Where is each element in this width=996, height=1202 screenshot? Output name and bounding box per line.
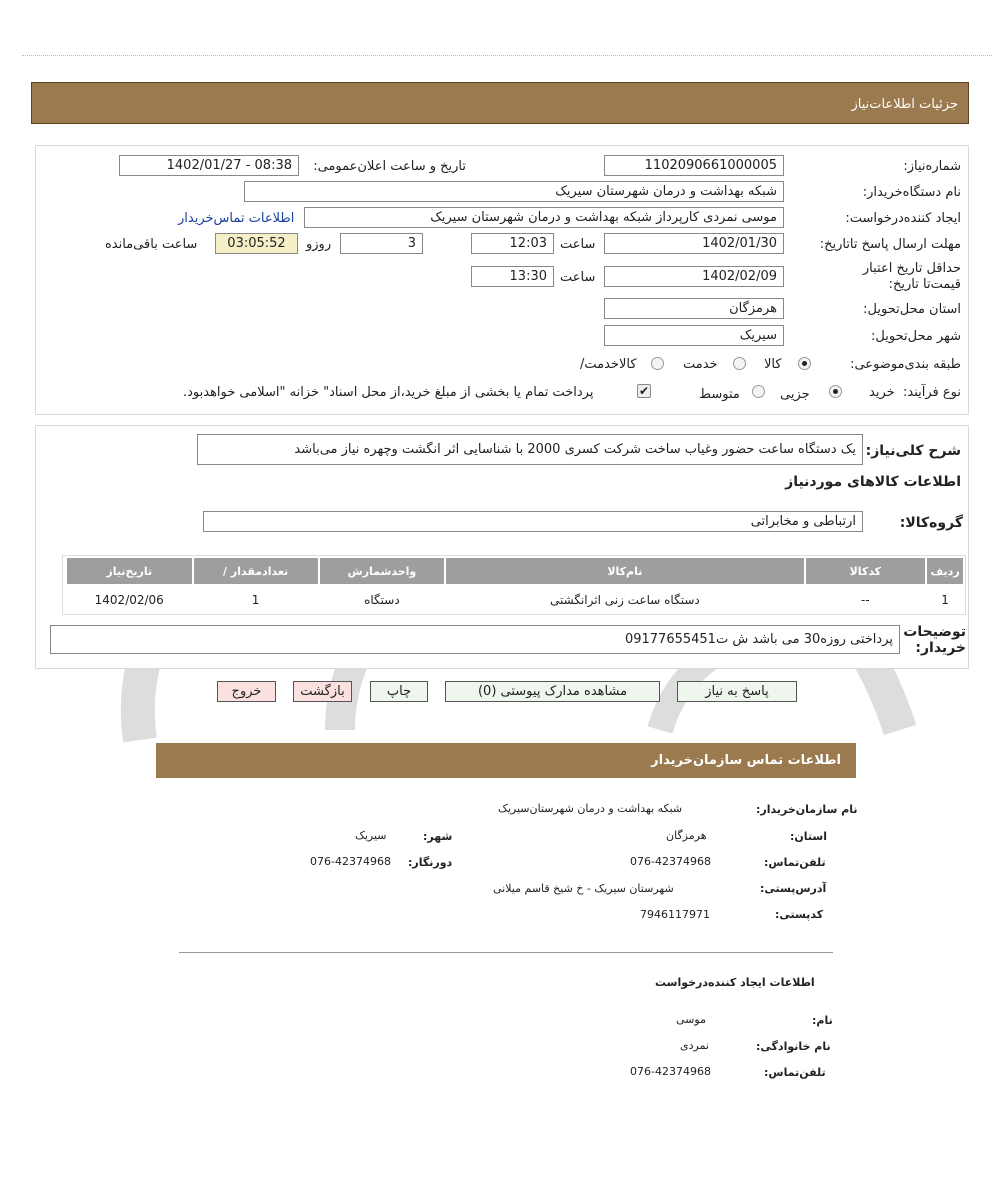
buyer-notes-field: پرداختی روزه30 می باشد ش ت09177655451 xyxy=(50,625,900,654)
cell-code: -- xyxy=(805,585,927,614)
items-table-wrap xyxy=(62,555,966,615)
cell-quantity: 1 xyxy=(193,585,319,614)
contact-section-header xyxy=(156,743,856,778)
exit-button[interactable]: خروج xyxy=(217,681,276,702)
creator-family-value: نمردی xyxy=(680,1039,709,1052)
category-option-service: خدمت xyxy=(683,357,718,372)
col-unit: واحد‌شمارش xyxy=(319,557,445,585)
process-radio-medium[interactable] xyxy=(752,385,765,398)
city-label: شهر محل‌تحویل: xyxy=(871,329,961,344)
description-label: شرح کلی‌نیاز: xyxy=(865,443,961,459)
category-radio-goods[interactable] xyxy=(798,357,811,370)
remaining-label: ساعت باقی‌مانده xyxy=(105,237,198,252)
org-label: نام سازمان‌خریدار: xyxy=(756,803,858,816)
category-option-goods-service: کالا‌خدمت/ xyxy=(580,357,637,372)
contact-phone-label: تلفن‌تماس: xyxy=(764,856,826,869)
description-field: یک دستگاه ساعت حضور وغیاب ساخت شرکت کسری 2000 با شناسایی اثر انگشت وچهره نیاز می‌باشد xyxy=(197,434,863,465)
deadline-date-field: 1402/01/30 xyxy=(604,233,784,254)
category-option-goods: کالا xyxy=(764,357,782,372)
announce-date-field: 1402/01/27 - 08:38 xyxy=(119,155,299,176)
goods-group-label: گروه‌کالا: xyxy=(899,515,963,531)
deadline-time-field: 12:03 xyxy=(471,233,554,254)
process-label: نوع فرآیند: xyxy=(903,385,961,400)
treasury-note: پرداخت تمام یا بخشی از مبلغ خرید،از محل اسناد" خزانه "اسلامی خواهد‌‌بود. xyxy=(183,385,594,400)
cell-name: دستگاه ساعت زنی اثرانگشتی xyxy=(445,585,804,614)
contact-section-title: اطلاعات تماس سازمان‌خریدار xyxy=(651,753,841,768)
org-value: شبکه بهداشت و درمان شهرستان‌سیریک xyxy=(498,802,683,815)
contact-fax-value: 076-42374968 xyxy=(310,855,391,868)
top-divider xyxy=(22,55,992,56)
contact-postal-value: 7946117971 xyxy=(640,908,710,921)
creator-family-label: نام خانوادگی: xyxy=(756,1040,831,1053)
buyer-field: شبکه بهداشت و درمان شهرستان سیریک xyxy=(244,181,784,202)
province-field: هرمزگان xyxy=(604,298,784,319)
remaining-time-field: 03:05:52 xyxy=(215,233,298,254)
validity-date-field: 1402/02/09 xyxy=(604,266,784,287)
contact-province-label: استان: xyxy=(790,830,827,843)
announce-date-label: تاریخ و ساعت اعلان‌عمومی: xyxy=(313,159,466,174)
buyer-notes-label: توضیحات خریدار: xyxy=(903,624,966,656)
print-button[interactable]: چاپ xyxy=(370,681,428,702)
attachments-button[interactable]: مشاهده مدارک پیوستی (0) xyxy=(445,681,660,702)
contact-postal-label: کد‌پستی: xyxy=(775,908,824,921)
deadline-label: مهلت ارسال پاسخ تا‌تاریخ: xyxy=(819,237,961,252)
creator-name-label: نام: xyxy=(812,1014,833,1027)
process-option-medium: متوسط xyxy=(699,387,740,402)
goods-group-field: ارتباطی و مخابراتی xyxy=(203,511,863,532)
category-label: طبقه بندی‌موضوعی: xyxy=(850,357,961,372)
table-row xyxy=(66,585,964,614)
deadline-hour-label: ساعت xyxy=(560,237,596,252)
creator-section-title: اطلاعات ایجاد کننده‌درخواست xyxy=(655,976,815,989)
creator-phone-value: 076-42374968 xyxy=(630,1065,711,1078)
creator-phone-label: تلفن‌تماس: xyxy=(764,1066,826,1079)
col-quantity: تعداد‌مقدار / xyxy=(193,557,319,585)
page-header-title: جزئیات اطلاعات‌نیاز xyxy=(851,97,958,112)
col-name: نام‌کالا xyxy=(445,557,804,585)
back-button[interactable]: بازگشت xyxy=(293,681,352,702)
days-field: 3 xyxy=(340,233,423,254)
validity-time-field: 13:30 xyxy=(471,266,554,287)
validity-label: حداقل تاریخ اعتبار قیمت‌تا تاریخ: xyxy=(862,261,961,292)
contact-phone-value: 076-42374968 xyxy=(630,855,711,868)
province-label: استان محل‌تحویل: xyxy=(863,302,961,317)
creator-field: موسی نمردی کارپرداز شبکه بهداشت و درمان شهرستان سیریک xyxy=(304,207,784,228)
cell-row: 1 xyxy=(926,585,964,614)
process-radio-minor[interactable] xyxy=(829,385,842,398)
category-radio-goods-service[interactable] xyxy=(651,357,664,370)
page-header xyxy=(31,82,969,124)
col-need-date: تاریخ‌نیاز xyxy=(66,557,193,585)
buyer-label: نام دستگاه‌خریدار: xyxy=(862,185,961,200)
process-option-minor: جزیی xyxy=(780,387,810,402)
contact-address-value: شهرستان سیریک - خ شیخ قاسم میلانی xyxy=(493,882,674,895)
col-row: ردیف xyxy=(926,557,964,585)
contact-divider xyxy=(179,952,833,953)
cell-need-date: 1402/02/06 xyxy=(66,585,193,614)
process-buy-label: خرید xyxy=(869,385,895,400)
items-table-header xyxy=(66,557,964,585)
validity-hour-label: ساعت xyxy=(560,270,596,285)
contact-city-value: سیریک xyxy=(355,829,387,842)
respond-button[interactable]: پاسخ به نیاز xyxy=(677,681,797,702)
creator-name-value: موسی xyxy=(676,1013,706,1026)
items-section-title: اطلاعات کالاهای موردنیاز xyxy=(785,474,961,490)
items-table xyxy=(65,556,965,614)
city-field: سیریک xyxy=(604,325,784,346)
buyer-contact-link[interactable]: اطلاعات تماس‌خریدار xyxy=(178,211,295,226)
category-radio-service[interactable] xyxy=(733,357,746,370)
contact-city-label: شهر: xyxy=(423,830,453,843)
contact-fax-label: دورنگار: xyxy=(408,856,453,869)
contact-address-label: آدرس‌پستی: xyxy=(760,882,827,895)
creator-label: ایجاد کننده‌درخواست: xyxy=(845,211,961,226)
days-label: روز‌و xyxy=(306,237,332,252)
need-number-label: شماره‌نیاز: xyxy=(903,159,961,174)
contact-province-value: هرمزگان xyxy=(666,829,707,842)
need-number-field: 1102090661000005 xyxy=(604,155,784,176)
treasury-checkbox[interactable]: ✔ xyxy=(638,384,650,398)
col-code: کدکالا xyxy=(805,557,927,585)
cell-unit: دستگاه xyxy=(319,585,445,614)
